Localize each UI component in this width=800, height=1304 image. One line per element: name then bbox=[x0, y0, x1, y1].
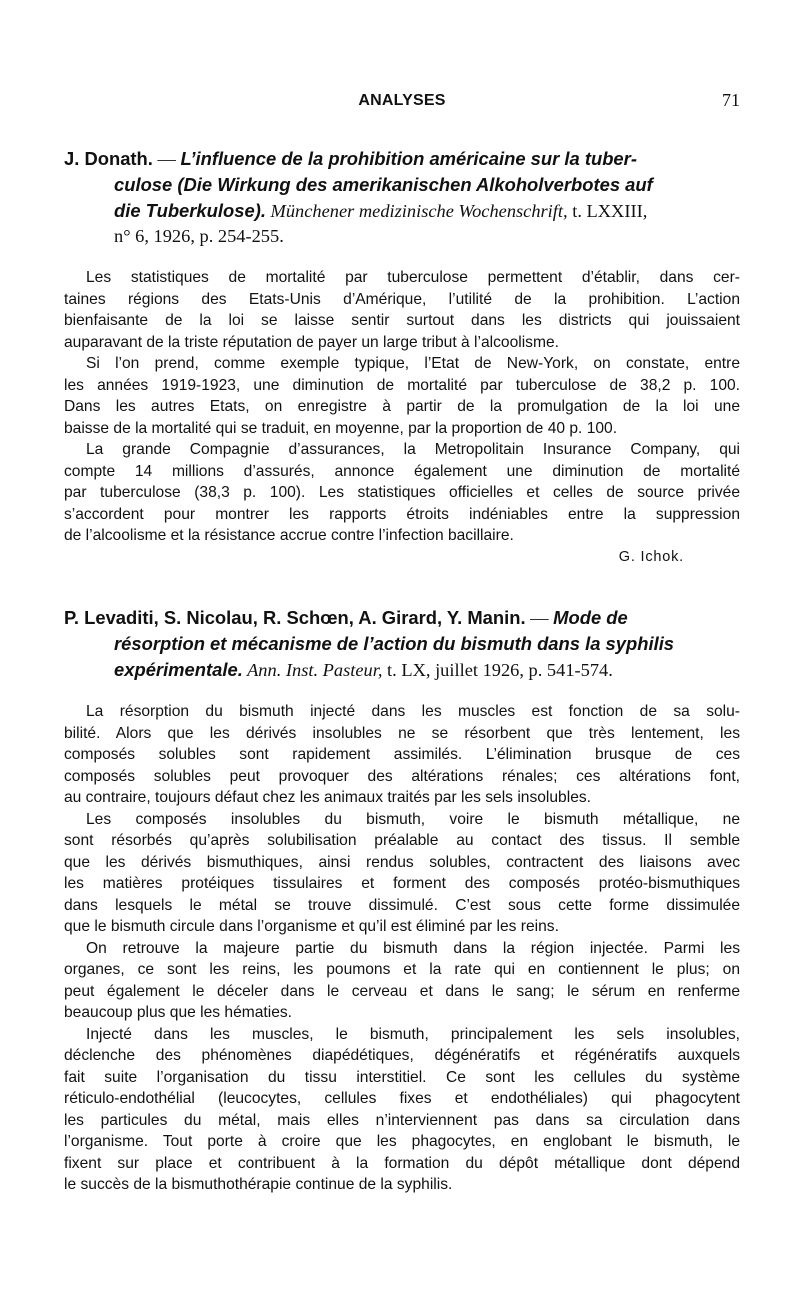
text-line: de l’alcoolisme et la résistance accrue contre l’infection bacillaire. bbox=[64, 527, 514, 544]
text-line: réticulo-endothélial (leucocytes, cellules fixes et endothéliales) qui phagocytent bbox=[64, 1090, 740, 1107]
text-line: Dans les autres Etats, on enregistre à partir de la promulgation de la loi une bbox=[64, 398, 740, 415]
text-line: La résorption du bismuth injecté dans les muscles est fonction de sa solu- bbox=[86, 703, 740, 720]
article-title: culose (Die Wirkung des amerikanischen Alkoholverbotes auf bbox=[114, 174, 653, 195]
text-line: les matières protéiques tissulaires et forment des composés protéo-bismuthiques bbox=[64, 875, 740, 892]
text-line: peut également le déceler dans le cerveau et dans le sang; le sérum en renferme bbox=[64, 982, 740, 1000]
text-line: Injecté dans les muscles, le bismuth, principalement les sels insolubles, bbox=[86, 1025, 740, 1043]
text-line: fixent sur place et contribuent à la formation du dépôt métallique dont dépend bbox=[64, 1154, 740, 1172]
page-number: 71 bbox=[722, 90, 740, 110]
article-title: die Tuberkulose). bbox=[114, 200, 266, 221]
text-line: les années 1919-1923, une diminution de mortalité par tuberculose de 38,2 p. 100. bbox=[64, 376, 740, 394]
volume-info: t. LXXIII, bbox=[567, 201, 648, 221]
text-line: beaucoup plus que les hématies. bbox=[64, 1004, 292, 1021]
paragraph bbox=[64, 353, 740, 439]
text-line: que les dérivés bismuthiques, ainsi rendus solubles, contractent des liaisons avec bbox=[64, 853, 740, 871]
article-donath bbox=[64, 146, 740, 568]
article-title: Mode de bbox=[553, 607, 628, 628]
volume-info: t. LX, juillet 1926, p. 541-574. bbox=[382, 660, 613, 680]
running-title: ANALYSES bbox=[358, 92, 446, 109]
text-line: auparavant de la triste réputation de payer un large tribut à l’alcoolisme. bbox=[64, 333, 559, 351]
text-line: compte 14 millions d’assurés, annonce également une diminution de mortalité bbox=[64, 462, 740, 480]
issue-pages: n° 6, 1926, p. 254-255. bbox=[114, 226, 284, 246]
journal-name: Münchener medizinische Wochenschrift, bbox=[265, 201, 568, 221]
text-line: organes, ce sont les reins, les poumons et la rate qui en contiennent le plus; on bbox=[64, 961, 740, 978]
text-line: fait suite l’organisation du tissu interstitiel. Ce sont les cellules du système bbox=[64, 1068, 740, 1086]
text-line: Les composés insolubles du bismuth, voire le bismuth métallique, ne bbox=[86, 810, 740, 828]
article-citation bbox=[64, 605, 740, 683]
citation-line bbox=[64, 657, 740, 683]
paragraph bbox=[64, 1024, 740, 1196]
text-line: Les statistiques de mortalité par tuberculose permettent d’établir, dans cer- bbox=[86, 269, 740, 286]
text-line: bilité. Alors que les dérivés insolubles ne se résorbent que très lentement, les bbox=[64, 724, 740, 742]
text-line: composés solubles sont rapidement assimilés. L’élimination brusque de ces bbox=[64, 746, 740, 763]
text-line: l’organisme. Tout porte à croire que les phagocytes, en englobant le bismuth, le bbox=[64, 1133, 740, 1150]
text-line: au contraire, toujours défaut chez les animaux traités par les sels insolubles. bbox=[64, 789, 591, 806]
text-line: Si l’on prend, comme exemple typique, l’Etat de New-York, on constate, entre bbox=[86, 355, 740, 372]
article-title: expérimentale. bbox=[114, 659, 243, 680]
paragraph bbox=[64, 809, 740, 938]
paragraph bbox=[64, 701, 740, 809]
citation-line bbox=[64, 198, 740, 224]
running-header bbox=[64, 90, 740, 114]
text-line: les particules du métal, mais elles n’interviennent pas dans sa circulation dans bbox=[64, 1111, 740, 1129]
text-line: dans lesquels le métal se trouve dissimulé. C’est sous cette forme dissimulée bbox=[64, 896, 740, 914]
citation-line bbox=[64, 631, 740, 657]
paragraph bbox=[64, 938, 740, 1024]
citation-line bbox=[64, 172, 740, 198]
article-levaditi bbox=[64, 605, 740, 1196]
text-line: que le bismuth circule dans l’organisme et qu’il est éliminé par les reins. bbox=[64, 918, 559, 935]
text-line: composés solubles peut provoquer des altérations rénales; ces altérations font, bbox=[64, 767, 740, 785]
text-line: par tuberculose (38,3 p. 100). Les statistiques officielles et celles de source privée bbox=[64, 484, 740, 501]
text-line: baisse de la mortalité qui se traduit, en moyenne, par la proportion de 40 p. 100. bbox=[64, 419, 618, 437]
text-line: La grande Compagnie d’assurances, la Metropolitain Insurance Company, qui bbox=[86, 441, 740, 458]
text-line: taines régions des Etats-Unis d’Amérique, l’utilité de la prohibition. L’action bbox=[64, 290, 740, 308]
citation-dash: — bbox=[152, 149, 181, 169]
article-authors: P. Levaditi, S. Nicolau, R. Schœn, A. Girard, Y. Manin. bbox=[64, 607, 526, 628]
article-body bbox=[64, 267, 740, 568]
text-line: bienfaisante de la loi se laisse sentir surtout dans les districts qui jouissaient bbox=[64, 312, 740, 329]
text-line: déclenche des phénomènes diapédétiques, dégénératifs et régénératifs auxquels bbox=[64, 1047, 740, 1064]
citation-dash: — bbox=[525, 608, 554, 628]
article-title: résorption et mécanisme de l’action du bismuth dans la syphilis bbox=[114, 633, 675, 654]
citation-line bbox=[64, 146, 740, 172]
journal-name: Ann. Inst. Pasteur, bbox=[242, 660, 383, 680]
reviewer-signature: G. Ichok. bbox=[618, 548, 684, 565]
paragraph bbox=[64, 439, 740, 547]
citation-line bbox=[64, 605, 740, 631]
text-line: sont résorbés qu’après solubilisation préalable au contact des tissus. Il semble bbox=[64, 832, 740, 849]
article-citation bbox=[64, 146, 740, 249]
article-body bbox=[64, 701, 740, 1196]
article-title: L’influence de la prohibition américaine sur la tuber- bbox=[180, 148, 637, 169]
text-line: s’accordent pour montrer les rapports étroits indéniables entre la suppression bbox=[64, 505, 740, 523]
paragraph bbox=[64, 267, 740, 353]
article-authors: J. Donath. bbox=[64, 148, 153, 169]
text-line: le succès de la bismuthothérapie continue de la syphilis. bbox=[64, 1176, 453, 1193]
citation-line bbox=[64, 224, 740, 249]
text-line: On retrouve la majeure partie du bismuth dans la région injectée. Parmi les bbox=[86, 939, 740, 957]
